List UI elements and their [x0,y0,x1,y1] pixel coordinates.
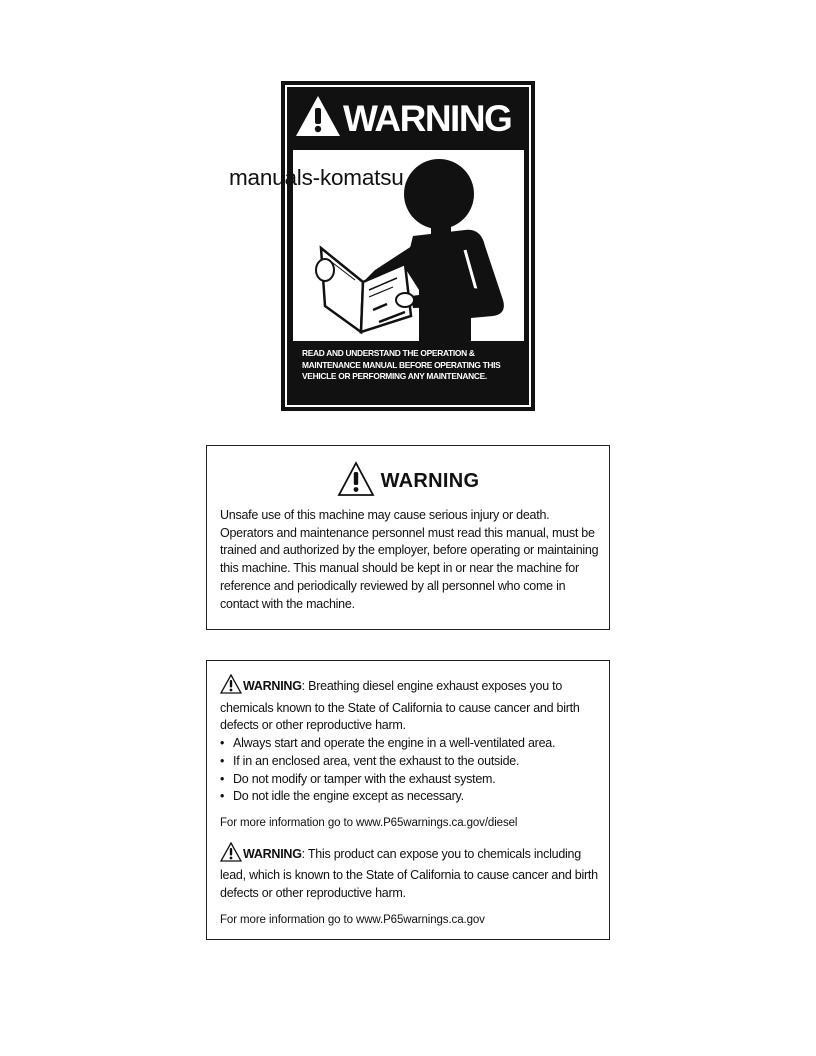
warning-box [206,445,610,630]
exhaust-warning-text: : Breathing diesel engine exhaust exposes you to chemicals known to the State of California to cause cancer and birth defects or other reproductive harm. [220,679,580,733]
warning-decal [281,81,535,411]
watermark: manuals-komatsu.com [229,165,452,190]
list-item: • Always start and operate the engine in a well-ventilated area. [220,735,602,753]
warning-triangle-icon [220,842,242,868]
lead-warning [220,842,602,903]
exhaust-warning-label: WARNING [243,679,302,693]
list-item: • Do not modify or tamper with the exhaust system. [220,771,602,789]
lead-warning-text: : This product can expose you to chemicals including lead, which is known to the State of California to cause cancer and birth defects or other reproductive harm. [220,846,598,901]
decal-title: WARNING [343,97,512,139]
exhaust-bullet-list [220,735,602,806]
warning-box-header [207,462,609,500]
lead-more-info: For more information go to www.P65warnings.ca.gov [220,913,485,926]
exhaust-warning [220,674,602,735]
list-item: • Do not idle the engine except as necessary. [220,788,602,806]
lead-warning-label: WARNING [243,846,302,861]
decal-message: READ AND UNDERSTAND THE OPERATION & MAINTENANCE MANUAL BEFORE OPERATING THIS VEHICLE OR PERFORMING ANY MAINTENANCE. [302,348,501,381]
warning-box-body: Unsafe use of this machine may cause serious injury or death. Operators and maintenance personnel must read this manual, must be trained and authorized by the employer, before operating or maintaining this machine. This manual should be kept in or near the machine for reference and periodically reviewed by all personnel who come in contact with the machine. [220,508,599,611]
prop65-box [206,660,610,940]
warning-box-title: WARNING [380,469,480,492]
warning-triangle-icon [337,461,375,502]
warning-triangle-icon [220,674,242,700]
exhaust-more-info: For more information go to www.P65warnings.ca.gov/diesel [220,816,518,829]
warning-triangle-icon [295,95,341,142]
list-item: • If in an enclosed area, vent the exhaust to the outside. [220,753,602,771]
decal-header [295,97,523,139]
